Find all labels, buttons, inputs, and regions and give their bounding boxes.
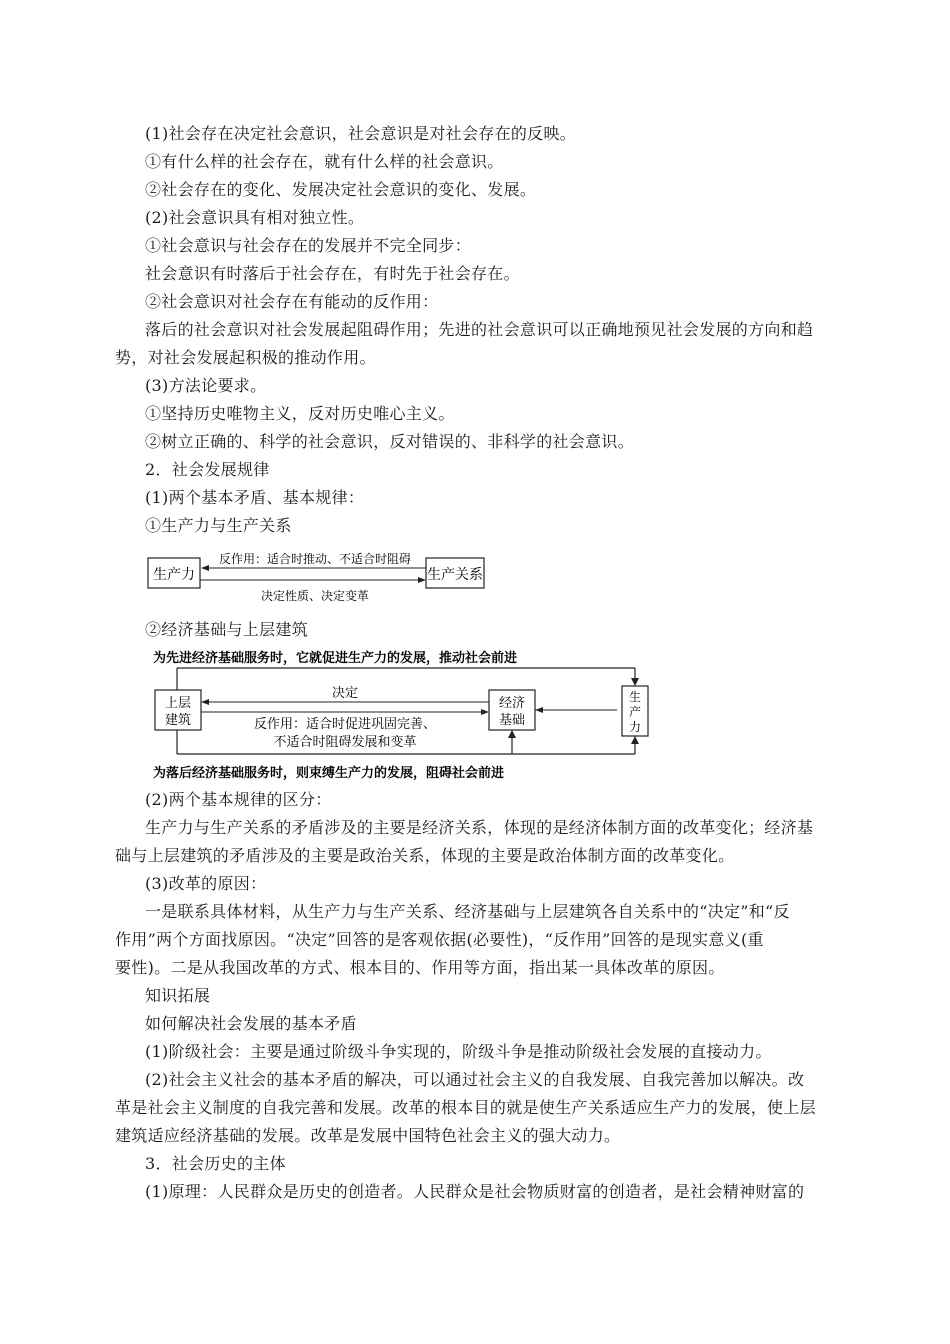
productive-forces-label-3: 力 xyxy=(628,720,642,734)
text-line: 如何解决社会发展的基本矛盾 xyxy=(145,1014,357,1033)
productive-forces-label-1: 生 xyxy=(628,690,642,704)
economic-base-diagram xyxy=(145,646,665,781)
text-line: 革是社会主义制度的自我完善和发展。改革的根本目的就是使生产关系适应生产力的发展，使上层 xyxy=(115,1098,816,1117)
text-line: ②社会意识对社会存在有能动的反作用： xyxy=(145,292,439,311)
productive-forces-label: 生产力 xyxy=(153,567,195,583)
superstructure-label-2: 建筑 xyxy=(164,713,192,728)
react-arrowhead xyxy=(481,709,489,715)
text-line: (1)社会存在决定社会意识，社会意识是对社会存在的反映。 xyxy=(145,124,577,143)
backward-base-label: 为落后经济基础服务时，则束缚生产力的发展，阻碍社会前进 xyxy=(153,766,505,781)
text-line: (2)社会意识具有相对独立性。 xyxy=(145,208,365,227)
text-line: 一是联系具体材料，从生产力与生产关系、经济基础与上层建筑各自关系中的“决定”和“反 xyxy=(145,902,790,921)
superstructure-label-1: 上层 xyxy=(164,696,192,711)
section-heading: 3．社会历史的主体 xyxy=(145,1154,286,1173)
determine-label: 决定性质、决定变革 xyxy=(260,589,370,603)
text-line: (1)两个基本矛盾、基本规律： xyxy=(145,488,365,507)
text-line: ②社会存在的变化、发展决定社会意识的变化、发展。 xyxy=(145,180,537,199)
economic-base-label-1: 经济 xyxy=(498,696,526,711)
text-line: (2)两个基本规律的区分： xyxy=(145,790,332,809)
text-line: ①社会意识与社会存在的发展并不完全同步： xyxy=(145,236,472,255)
text-line: (1)阶级社会：主要是通过阶级斗争实现的，阶级斗争是推动阶级社会发展的直接动力。 xyxy=(145,1042,772,1061)
advanced-base-label: 为先进经济基础服务时，它就促进生产力的发展，推动社会前进 xyxy=(153,651,518,666)
productive-forces-diagram xyxy=(145,546,490,608)
section-heading: 知识拓展 xyxy=(145,986,211,1005)
decide-label: 决定 xyxy=(331,686,359,701)
text-line: 生产力与生产关系的矛盾涉及的主要是经济关系，体现的是经济体制方面的改革变化；经济基 xyxy=(145,818,814,837)
text-line: ①坚持历史唯物主义，反对历史唯心主义。 xyxy=(145,404,455,423)
top-path-arrowhead xyxy=(631,678,639,686)
text-line: ①生产力与生产关系 xyxy=(145,516,292,535)
text-line: 落后的社会意识对社会发展起阻碍作用；先进的社会意识可以正确地预见社会发展的方向和趋 xyxy=(145,320,814,339)
react-label-1: 反作用：适合时促进巩固完善、 xyxy=(253,717,437,732)
text-line: ①有什么样的社会存在，就有什么样的社会意识。 xyxy=(145,152,504,171)
text-line: ②树立正确的、科学的社会意识，反对错误的、非科学的社会意识。 xyxy=(145,432,635,451)
base-up-arrowhead xyxy=(508,730,516,738)
economic-base-label-2: 基础 xyxy=(498,713,526,728)
text-line: (2)社会主义社会的基本矛盾的解决，可以通过社会主义的自我发展、自我完善加以解决。改 xyxy=(145,1070,805,1089)
section-heading: 2．社会发展规律 xyxy=(145,460,270,479)
text-line: 要性)。二是从我国改革的方式、根本目的、作用等方面，指出某一具体改革的原因。 xyxy=(115,958,725,977)
decide-arrowhead xyxy=(201,699,209,705)
react-label-2: 不适合时阻碍发展和变革 xyxy=(273,735,417,750)
bottom-path-arrowhead xyxy=(631,736,639,744)
text-line: 社会意识有时落后于社会存在，有时先于社会存在。 xyxy=(145,264,520,283)
text-line: 础与上层建筑的矛盾涉及的主要是政治关系，体现的主要是政治体制方面的改革变化。 xyxy=(115,846,735,865)
text-line: ②经济基础与上层建筑 xyxy=(145,620,309,639)
text-line: 建筑适应经济基础的发展。改革是发展中国特色社会主义的强大动力。 xyxy=(115,1126,621,1145)
determine-arrowhead xyxy=(418,577,426,583)
base-forces-arrowhead xyxy=(535,707,543,713)
reaction-label: 反作用：适合时推动、不适合时阻碍 xyxy=(218,552,412,566)
text-line: 作用”两个方面找原因。“决定”回答的是客观依据(必要性)，“反作用”回答的是现实意义(重 xyxy=(115,930,764,949)
text-line: (3)方法论要求。 xyxy=(145,376,267,395)
productive-forces-label-2: 产 xyxy=(628,705,642,719)
text-line: 势，对社会发展起积极的推动作用。 xyxy=(115,348,376,367)
relations-of-production-label: 生产关系 xyxy=(427,567,483,583)
text-line: (3)改革的原因： xyxy=(145,874,267,893)
text-line: (1)原理：人民群众是历史的创造者。人民群众是社会物质财富的创造者，是社会精神财富的 xyxy=(145,1182,805,1201)
reaction-arrowhead xyxy=(201,565,209,571)
